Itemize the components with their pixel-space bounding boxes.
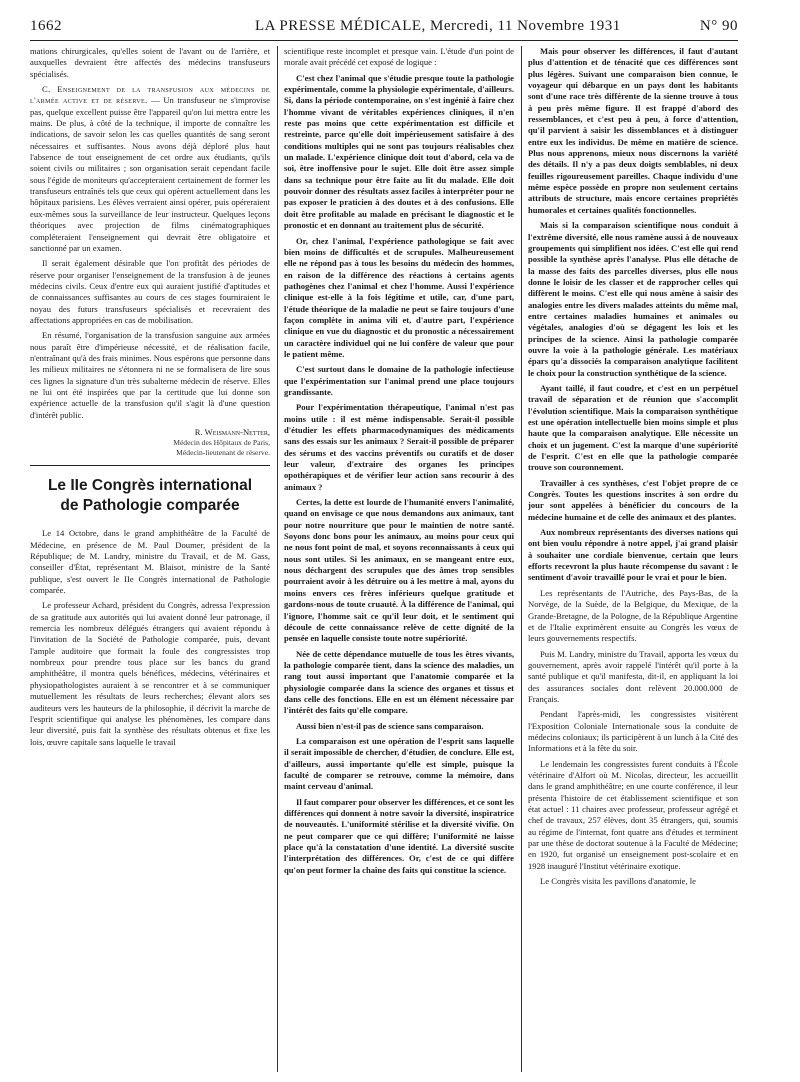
- paragraph: [30, 84, 270, 254]
- paragraph: mations chirurgicales, qu'elles soient de l'avant ou de l'arrière, et auxquelles devraient être affectés des médecins transfuseurs spécialisés.: [30, 46, 270, 79]
- quoted-paragraph: Mais si la comparaison scientifique nous conduit à l'extrême diversité, elle nous ramène aussi à de nouveaux groupements qui simplifient nos idées. C'est elle qui rend possible la synthèse après l'analyse. Plus elle détache de la masse des faits des parcelles diverses, plus elle nous donne le loisir de les classer et de rapprocher celles qui diffèrent le moins. C'est elle qui nous amène à saisir des analogies entre les divers malades atteints du même mal, entre certaines maladies humaines et animales ou végétales, analogies d'où se dégagent les lois et les principes de la science. Ainsi la pathologie comparée ouvre la voie à la pathologie générale. Les matériaux épars qu'a dissociés la comparaison analytique facilitent le choix pour la construction synthétique de la science.: [528, 220, 738, 378]
- paragraph: Le professeur Achard, président du Congrès, adressa l'expression de sa gratitude aux autorités qui lui avaient donné leur patronage, il remercia les nombreux délégués étrangers qui avaient répondu à l'invitation de la Société de Pathologie comparée, puis, devant l'ample auditoire que formait la foule des congressistes trop nombreux pour prendre tous place sur les bancs du grand amphithéâtre, il montra quels bénéfices, médecins, vétérinaires et physiopathologistes auraient à se rencontrer et à se communiquer mutuellement les résultats de leurs recherches; élevant alors ses auditeurs vers les hauteurs de la philosophie, il décrivit la marche de l'esprit scientifique qui analyse les phénomènes, les compare dans leur diversité, puis fait la synthèse des résultats obtenus et fixe les lois, œuvre capitale sans laquelle le travail: [30, 600, 270, 747]
- quoted-paragraph: Ayant taillé, il faut coudre, et c'est en un perpétuel travail de séparation et de réunion que s'accomplit l'évolution scientifique. Mais la comparaison synthétique est une opération intellectuelle bien moins simple et plus haute que la comparaison analytique. Elle nécessite un choix et un jugement. C'est la marque d'une supériorité de l'esprit. C'est en elle que la pathologie comparée trouve son couronnement.: [528, 382, 738, 473]
- author-name: R. Weismann-Netter,: [194, 427, 270, 437]
- paragraph: Puis M. Landry, ministre du Travail, apporta les vœux du gouvernement, après avoir rappelé l'intérêt qu'il porte à la santé publique et qu'il manifesta, dit-il, en appliquant la loi des assurances sociales dont relèvent 20.000.000 de Français.: [528, 648, 738, 704]
- quoted-paragraph: Or, chez l'animal, l'expérience pathologique se fait avec bien moins de difficultés et de scrupules. Malheureusement elle ne répond pas à tous les besoins du médecin des hommes, en raison de la différence des réactions à certains agents pathogènes chez l'animal et chez l'homme. Aussi l'expérience clinique est-elle à la fois légitime et utile, car, d'une part, l'étude théorique de la maladie ne peut se faire toujours d'une façon complète in anima vili et, d'autre part, l'expérience clinique en vue du diagnostic et du pronostic a nécessairement un caractère individuel qui ne lui confère de valeur que pour le patient même.: [284, 235, 514, 359]
- article-title-line: de Pathologie comparée: [60, 497, 240, 515]
- quoted-paragraph: Il faut comparer pour observer les différences, et ce sont les différences qui donnent à notre savoir la diversité, inspiratrice de nouveautés. L'uniformité stérilise et la diversité vivifie. On ne peut comparer que ce qui diffère; l'uniformité ne laisse place qu'à la constatation d'une identité. La diversité suscite l'interprétation des différences. Or, c'est de ce qui diffère qu'on peut former la chaîne des faits qui constitue la science.: [284, 796, 514, 875]
- paragraph: En résumé, l'organisation de la transfusion sanguine aux armées nous paraît être d'impérieuse nécessité, et de réalisation facile, n'entraînant qu'à des frais minimes. Nous espérons que personne dans les milieux militaires ne s'étonnera ni ne se formalisera de lire sous ces lignes la signature d'un très subalterne médecin de réserve. Elles ne lui ont été inspirées que par la certitude que lui donne son expérience actuelle de la transfusion qu'il s'agit là d'une question d'intérêt public.: [30, 330, 270, 420]
- paragraph: Il serait également désirable que l'on profitât des périodes de réserve pour organiser l'enseignement de la transfusion à de jeunes médecins civils. Ceux d'entre eux qui auraient justifié d'aptitudes et de connaissances suffisantes au cours de ces stages fourniraient le noyau des futurs transfuseurs spécialisés et recevraient des affectations appropriées en cas de mobilisation.: [30, 258, 270, 325]
- paragraph: Pendant l'après-midi, les congressistes visitèrent l'Exposition Coloniale Internationale sous la conduite de médecins coloniaux; ils participèrent à un lunch à la Cité des Informations et à la fête du soir.: [528, 709, 738, 754]
- column-2: [284, 46, 514, 1076]
- quoted-paragraph: Aussi bien n'est-il pas de science sans comparaison.: [296, 720, 484, 731]
- quoted-paragraph: Pour l'expérimentation thérapeutique, l'animal n'est pas moins utile : il est même indispensable. Serait-il possible d'étudier les effets pharmacodynamiques des médicaments sans des essais sur les animaux ? Serait-il possible de préparer des sérums et des vaccins préventifs ou curatifs et de doser leur valeur, d'extraire des organes les principes opothérapiques et de vérifier leur action sans recourir à des animaux ?: [284, 402, 514, 492]
- paragraph: scientifique reste incomplet et presque vain. L'étude d'un point de morale avait précédé cet exposé de logique :: [284, 46, 514, 68]
- journal-title: LA PRESSE MÉDICALE, Mercredi, 11 Novembre 1931: [255, 18, 621, 34]
- affiliation-line: Médecin des Hôpitaux de Paris,: [173, 438, 270, 448]
- author-signature: [30, 427, 270, 438]
- quoted-paragraph: C'est chez l'animal que s'étudie presque toute la pathologie expérimentale, comme la physiologie expérimentale, d'ailleurs. Si, dans la période contemporaine, on s'est ingénié à faire chez l'homme vivant de véritables expériences cliniques, il n'en reste pas moins que cette expérimentation est difficile et restreinte, parce qu'elle doit impérieusement satisfaire à des conditions multiples qui ne sont pas toujours réalisables chez un malade. L'expérience clinique doit tout d'abord, cela va de soi, être inoffensive pour le sujet. Elle doit être assez simple dans sa technique pour être faite au lit du malade. Elle doit pouvoir donner des résultats assez faciles à interpréter pour ne pas exposer le praticien à des doutes et à des confusions. Elle doit être profitable au malade en précisant le diagnostic et le pronostic et en donnant au traitement plus de sécurité.: [284, 72, 514, 231]
- page-header: [30, 16, 738, 41]
- article-separator: [30, 465, 270, 466]
- paragraph: Le 14 Octobre, dans le grand amphithéâtre de la Faculté de Médecine, en présence de M. Paul Doumer, président de la République; de M. Landry, ministre du Travail, et de M. Gass, conseiller d'État, représentant M. Blaisot, ministre de la Santé publique, s'est ouvert le IIe Congrès international de Pathologie comparée.: [30, 528, 270, 596]
- quoted-paragraph: Travailler à ces synthèses, c'est l'objet propre de ce Congrès. Toutes les questions inscrites à son ordre du jour sont appelées à bénéficier du concours de la médecine humaine et de celle des animaux et des plantes.: [528, 477, 738, 522]
- paragraph: Les représentants de l'Autriche, des Pays-Bas, de la Norvège, de la Suède, de la Belgique, du Mexique, de la Grande-Bretagne, de la Pologne, de la République Argentine et de l'Italie exprimèrent ensuite au Congrès les vœux de leurs gouvernements respectifs.: [528, 587, 738, 644]
- quoted-paragraph: La comparaison est une opération de l'esprit sans laquelle il serait impossible de chercher, d'étudier, de conclure. Elle est, d'ailleurs, aussi importante qu'elle est simple, puisque la faculté de comparer se retrouve, comme la mémoire, dans maint cerveau d'animal.: [284, 735, 514, 792]
- quoted-paragraph: Née de cette dépendance mutuelle de tous les êtres vivants, la pathologie comparée tient, dans la science des maladies, un rang tout aussi important que l'anatomie comparée et la physiologie comparée dans la science des organes et tissus et dans celle des fonctions. Elle en est un élément nécessaire par l'intérêt des faits qu'elle compare.: [284, 648, 514, 716]
- article-title-line: Le IIe Congrès international: [47, 477, 253, 495]
- affiliation-line: Médecin-lieutenant de réserve.: [176, 447, 270, 457]
- column-divider: [277, 46, 278, 1072]
- quoted-paragraph: C'est surtout dans le domaine de la pathologie infectieuse que l'expérimentation sur l'animal prend une place toujours grandissante.: [284, 364, 514, 397]
- article-title: [30, 476, 270, 516]
- quoted-paragraph: Aux nombreux représentants des diverses nations qui ont bien voulu répondre à notre appel, j'ai grand plaisir à souhaiter une cordiale bienvenue, certain que leurs efforts recevront la plus haute récompense du savant : le sentiment d'avoir travaillé pour le vrai et pour le bien.: [528, 527, 738, 583]
- quoted-paragraph: Certes, la dette est lourde de l'humanité envers l'animalité, quand on envisage ce que nous demandons aux animaux, tant pour notre nourriture que pour le maintien de notre santé. Soyons donc bons pour les animaux, au moins pour ceux qui ne nous font point de mal, et soyons reconnaissants à ceux qui nous sont utiles. Si les animaux, en se mangeant entre eux, nous déchargent des scrupules que des âmes trop sensibles pourraient avoir à les détruire ou à les mettre à mal, ayons du moins envers ces frères inférieurs quelque gratitude et gardons-nous de toute cruauté. À la différence de l'animal, qui l'ignore, l'homme sait ce qu'il leur doit, et le sentiment qui découle de cette connaissance relève de cette dignité de la pensée en laquelle consiste toute notre supériorité.: [284, 497, 514, 644]
- issue-number: N° 90: [699, 18, 738, 34]
- column-divider: [521, 46, 522, 1072]
- column-3: [528, 46, 738, 1076]
- page-number: 1662: [30, 18, 62, 34]
- section-heading: C. Enseignement de la transfusion aux médecins de l'armée active et de réserve.: [30, 84, 270, 106]
- author-affiliation: [30, 438, 270, 457]
- paragraph: Le Congrès visita les pavillons d'anatomie, le: [540, 876, 696, 887]
- quoted-paragraph: Mais pour observer les différences, il faut d'autant plus d'attention et de ténacité que ces différences sont plus légères. Suivant une comparaison bien connue, le voyageur qui débarque en un pays dont les habitants sont d'une race très différente de la sienne trouve à tous à peu près même figure. Il est frappé d'abord des ressemblances, et c'est peu à peu, à force d'attention, qu'il parvient à saisir les dissemblances et à distinguer entre eux les individus. De même en matière de science. Plus nous apprenons, mieux nous discernons la variété des détails. Il n'y a pas deux doigts semblables, ni deux feuilles rigoureusement pareilles. Chaque individu d'une même espèce possède en propre non seulement certains attributs de structure, mais encore certaines propriétés humorales et certaines qualités fonctionnelles.: [528, 46, 738, 215]
- column-1: [30, 46, 270, 1076]
- paragraph-text: — Un transfuseur ne s'improvise pas, quelque excellent puisse être l'appareil qu'on lui mettra entre les mains. De plus, à côté de la technique, il importe de connaître les indications, de savoir selon les cas quelles quantités de sang seront nécessaires et suffisantes. Nous avons déjà déploré plus haut l'absence de tout enseignement de cet ordre aux étudiants, qu'ils soient civils ou militaires ; son organisation serait cependant facile sous l'égide de moniteurs qu'accepteraient certainement de former les transfuseurs entraînés tels que ceux qui opèrent actuellement dans les hôpitaux parisiens. Les élèves verraient ainsi opérer, puis opéreraient eux-mêmes sous la surveillance de leur instructeur. Quelques leçons théoriques avec projection de films cinématographiques compléteraient l'enseignement qui devrait être obligatoire et sanctionné par un examen.: [30, 95, 270, 253]
- paragraph: Le lendemain les congressistes furent conduits à l'École vétérinaire d'Alfort où M. Nicolas, directeur, les accueillit dans le grand amphithéâtre; en une courte conférence, il leur présenta l'histoire de cet établissement scientifique et son état actuel : 11 chaires avec professeur, professeur agrégé et chef de travaux, 257 élèves, dont 35 étrangers, qui, soumis au régime de l'internat, font quatre ans d'études et terminent par une thèse de doctorat soutenue à la Faculté de Médecine; en 1920, fut organisé un enseignement post-scolaire et en 1928 inauguré l'Institut vétérinaire exotique.: [528, 758, 738, 871]
